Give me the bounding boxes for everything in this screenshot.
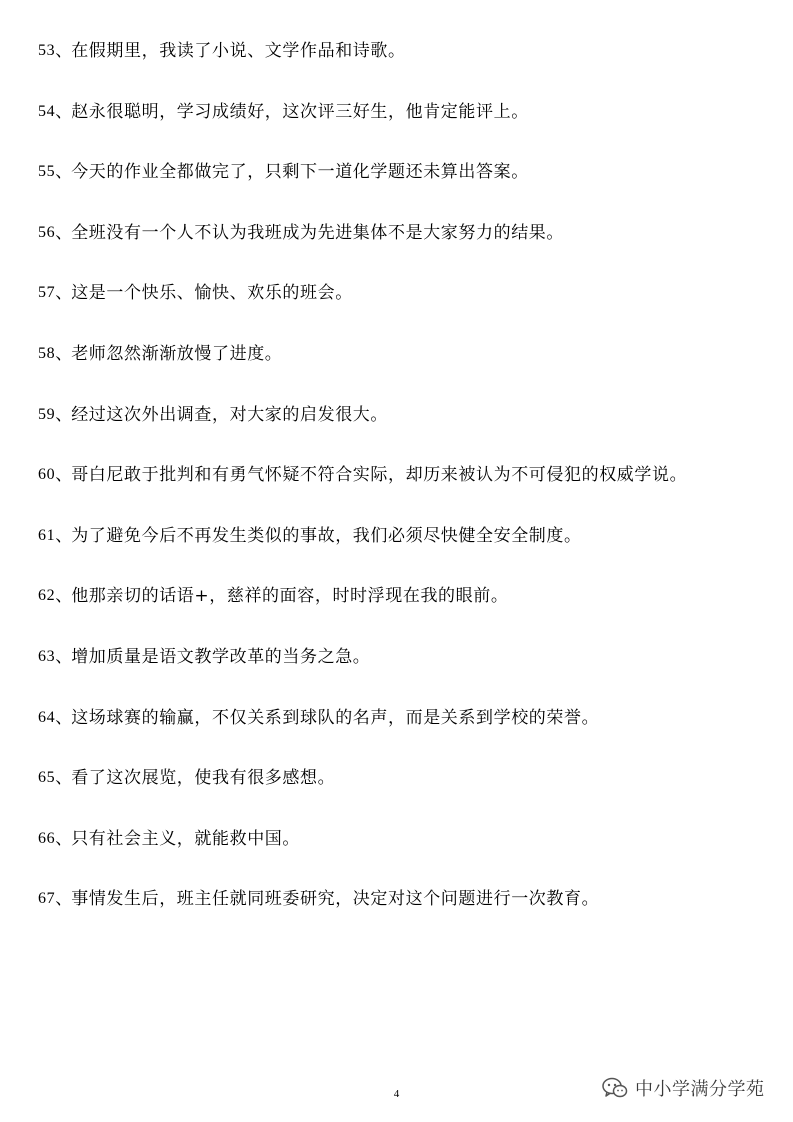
item-separator: 、 (55, 101, 73, 122)
watermark-text: 中小学满分学苑 (635, 1079, 765, 1100)
item-number: 60 (38, 466, 56, 484)
list-item (38, 38, 768, 99)
item-text: 增加质量是语文教学改革的当务之急。 (71, 646, 371, 667)
item-separator: 、 (55, 343, 73, 364)
item-number: 53 (38, 42, 56, 59)
item-separator: 、 (55, 646, 73, 667)
item-number: 58 (38, 344, 56, 362)
watermark (602, 1074, 765, 1102)
item-number: 66 (38, 829, 56, 847)
item-text: 赵永很聪明，学习成绩好，这次评三好生，他肯定能评上。 (71, 101, 529, 122)
item-number: 67 (38, 890, 56, 908)
item-number: 65 (38, 769, 56, 787)
item-number: 62 (38, 587, 56, 605)
item-text: 这是一个快乐、愉快、欢乐的班会。 (71, 283, 353, 304)
list-item (38, 886, 768, 947)
item-separator: 、 (55, 707, 73, 728)
item-text: 看了这次展览，使我有很多感想。 (71, 768, 336, 789)
item-text: 在假期里，我读了小说、文学作品和诗歌。 (71, 41, 406, 61)
list-item (38, 159, 768, 220)
list-item (38, 705, 768, 766)
list-item (38, 462, 768, 523)
list-item (38, 341, 768, 402)
list-item (38, 99, 768, 160)
item-separator: 、 (55, 41, 73, 61)
item-number: 63 (38, 647, 56, 665)
item-separator: 、 (55, 768, 73, 789)
item-number: 56 (38, 223, 56, 241)
list-item (38, 583, 768, 644)
item-number: 64 (38, 708, 56, 726)
item-separator: 、 (55, 404, 73, 425)
item-number: 54 (38, 102, 56, 120)
list-item (38, 220, 768, 281)
item-text: 今天的作业全都做完了，只剩下一道化学题还未算出答案。 (71, 162, 529, 183)
item-separator: 、 (55, 222, 73, 243)
item-separator: 、 (55, 283, 73, 304)
item-text: 事情发生后，班主任就同班委研究，决定对这个问题进行一次教育。 (71, 889, 600, 910)
list-item (38, 826, 768, 887)
item-text: 哥白尼敢于批判和有勇气怀疑不符合实际，却历来被认为不可侵犯的权威学说。 (71, 465, 688, 486)
item-separator: 、 (55, 465, 73, 486)
item-text: 经过这次外出调查，对大家的启发很大。 (71, 404, 389, 425)
item-separator: 、 (55, 889, 73, 910)
item-number: 55 (38, 163, 56, 181)
list-item (38, 523, 768, 584)
item-number: 57 (38, 284, 56, 302)
item-separator: 、 (55, 162, 73, 183)
wechat-icon (602, 1077, 628, 1099)
item-text: 这场球赛的输赢，不仅关系到球队的名声，而是关系到学校的荣誉。 (71, 707, 600, 728)
sentence-list (38, 38, 768, 947)
item-number: 61 (38, 526, 56, 544)
list-item (38, 402, 768, 463)
item-text: 老师忽然渐渐放慢了进度。 (71, 343, 283, 364)
item-text: 只有社会主义，就能救中国。 (71, 828, 301, 849)
item-text: 为了避免今后不再发生类似的事故，我们必须尽快健全安全制度。 (71, 525, 582, 546)
item-separator: 、 (55, 586, 73, 607)
list-item (38, 280, 768, 341)
list-item (38, 765, 768, 826)
list-item (38, 644, 768, 705)
item-number: 59 (38, 405, 56, 423)
item-separator: 、 (55, 828, 73, 849)
item-separator: 、 (55, 525, 73, 546)
page-number: 4 (393, 1088, 400, 1100)
item-text: 他那亲切的话语+，慈祥的面容，时时浮现在我的眼前。 (71, 586, 509, 607)
item-text: 全班没有一个人不认为我班成为先进集体不是大家努力的结果。 (71, 222, 565, 243)
